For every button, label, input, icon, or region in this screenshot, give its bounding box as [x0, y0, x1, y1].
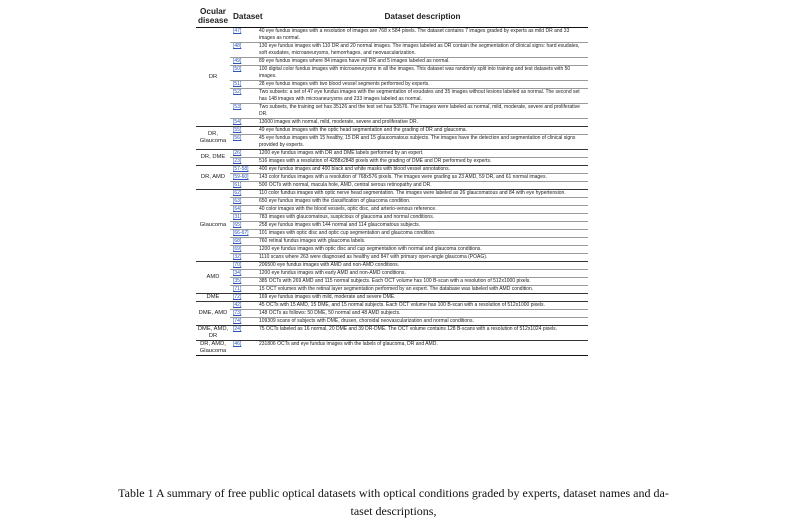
table-row [196, 326, 588, 341]
dataset-description-cell: 1200 eye fundus images with DR and DME labels performed by an expert. [257, 150, 588, 158]
dataset-reference-link[interactable]: [71] [230, 286, 257, 294]
table-row [196, 66, 588, 81]
header-dataset-description: Dataset description [257, 6, 588, 28]
table-row [196, 246, 588, 254]
dataset-description-cell: Two subsets, the training set has 35126 and the test set has 53576. The images were labeled as normal, mild, moderate, severe and proliferative DR. [257, 104, 588, 119]
table-row [196, 127, 588, 135]
dataset-reference-link[interactable]: [70] [230, 262, 257, 270]
dataset-description-cell: 400 eye fundus images and 400 black and white masks with blood vessel annotations. [257, 166, 588, 174]
table-row [196, 119, 588, 127]
dataset-reference-link[interactable]: [42] [230, 302, 257, 310]
caption-line-1: Table 1 A summary of free public optical datasets with optical conditions graded by experts, dataset names and da- [118, 486, 669, 500]
ocular-disease-cell: DR, AMD [196, 166, 230, 190]
table-row [196, 190, 588, 198]
dataset-reference-link[interactable]: [64] [230, 206, 257, 214]
header-ocular-disease: Ocular disease [196, 6, 230, 28]
caption-line-2: taset descriptions, [350, 504, 437, 518]
dataset-description-cell: 760 retinal fundus images with glaucoma labels. [257, 238, 588, 246]
table-row [196, 150, 588, 158]
table-row [196, 230, 588, 238]
header-dataset: Dataset [230, 6, 257, 28]
dataset-reference-link[interactable]: [24] [230, 326, 257, 341]
table-row [196, 214, 588, 222]
dataset-description-cell: 258 eye fundus images with 144 normal and 114 glaucomatous subjects. [257, 222, 588, 230]
table-row [196, 166, 588, 174]
dataset-description-cell: 231806 OCTs and eye fundus images with the labels of glaucoma, DR and AMD. [257, 341, 588, 356]
table-row [196, 278, 588, 286]
dataset-reference-link[interactable]: [51] [230, 81, 257, 89]
dataset-description-cell: 385 OCTs with 269 AMD and 115 normal subjects. Each OCT volume has 100 B-scan with a resolution of 512x1000 pixels. [257, 278, 588, 286]
table-row [196, 104, 588, 119]
table-row [196, 222, 588, 230]
datasets-table-container [196, 6, 588, 356]
dataset-description-cell: 75 OCTs labeled as 16 normal, 20 DME and 39 DR-DME. The OCT volume contains 128 B-scans with a resolution of 512x1024 pixels. [257, 326, 588, 341]
table-row [196, 81, 588, 89]
table-row [196, 302, 588, 310]
dataset-description-cell: 40 color images with the blood vessels, optic disc, and arterio-venous reference. [257, 206, 588, 214]
dataset-reference-link[interactable]: [55] [230, 127, 257, 135]
table-row [196, 341, 588, 356]
ocular-disease-cell: Glaucoma [196, 190, 230, 262]
dataset-reference-link[interactable]: [31] [230, 214, 257, 222]
dataset-description-cell: 1200 eye fundus images with optic disc and cup segmentation with normal and glaucoma conditions. [257, 246, 588, 254]
dataset-description-cell: 101 images with optic disc and optic cup segmentation and glaucoma condition. [257, 230, 588, 238]
dataset-description-cell: 109309 scans of subjects with DME, drusen, choroidal neovascularization and normal conditions. [257, 318, 588, 326]
dataset-reference-link[interactable]: [74] [230, 318, 257, 326]
ocular-disease-cell: DR, DME [196, 150, 230, 166]
table-row [196, 318, 588, 326]
table-body [196, 28, 588, 356]
dataset-description-cell: 15 OCT volumes with the retinal layer segmentation performed by an expert. The database was labeled with AMD condition. [257, 286, 588, 294]
table-row [196, 28, 588, 43]
table-row [196, 206, 588, 214]
table-row [196, 294, 588, 302]
table-row [196, 43, 588, 58]
dataset-description-cell: 148 OCTs as follows: 50 DME, 50 normal and 48 AMD subjects. [257, 310, 588, 318]
ocular-disease-cell: AMD [196, 262, 230, 294]
dataset-reference-link[interactable]: [48] [230, 43, 257, 58]
ocular-disease-cell: DME, AMD [196, 302, 230, 326]
table-row [196, 89, 588, 104]
dataset-reference-link[interactable]: [52] [230, 89, 257, 104]
dataset-description-cell: 45 eye fundus images with 15 healthy, 15 DR and 15 glaucomatous subjects. The images have the detection and segmentation of clinical signs provided by experts. [257, 135, 588, 150]
dataset-reference-link[interactable]: [61] [230, 182, 257, 190]
datasets-table [196, 6, 588, 356]
dataset-reference-link[interactable]: [53] [230, 104, 257, 119]
ocular-disease-cell: DR, Glaucoma [196, 127, 230, 150]
table-row [196, 198, 588, 206]
table-row [196, 262, 588, 270]
dataset-reference-link[interactable]: [32] [230, 254, 257, 262]
dataset-description-cell: 130 eye fundus images with 110 DR and 20 normal images. The images labeled as DR contain the segmentation of clinical signs: hard exudates, soft exudates, microaneurysms, hemorrhages, and neovascularization. [257, 43, 588, 58]
dataset-reference-link[interactable]: [23] [230, 158, 257, 166]
dataset-reference-link[interactable]: [56] [230, 135, 257, 150]
dataset-reference-link[interactable]: [54] [230, 119, 257, 127]
ocular-disease-cell: DR, AMD, Glaucoma [196, 341, 230, 356]
ocular-disease-cell: DR [196, 28, 230, 127]
dataset-description-cell: 40 eye fundus images with a resolution of images are 768 x 584 pixels. The dataset contains 7 images graded by experts as mild DR and 33 images as normal. [257, 28, 588, 43]
dataset-reference-link[interactable]: [63] [230, 198, 257, 206]
dataset-description-cell: 206500 eye fundus images with AMD and non-AMD conditions. [257, 262, 588, 270]
table-row [196, 238, 588, 246]
dataset-reference-link[interactable]: [34] [230, 270, 257, 278]
dataset-description-cell: 45 OCTs with 15 AMD, 15 DME, and 15 normal subjects. Each OCT volume has 100 B-scan with a resolution of 512x1000 pixels. [257, 302, 588, 310]
dataset-reference-link[interactable]: [68] [230, 238, 257, 246]
dataset-reference-link[interactable]: [62] [230, 190, 257, 198]
dataset-reference-link[interactable]: [72] [230, 294, 257, 302]
dataset-reference-link[interactable]: [57-58] [230, 166, 257, 174]
dataset-description-cell: 28 eye fundus images with two blood vessel segments performed by experts. [257, 81, 588, 89]
dataset-reference-link[interactable]: [66-67] [230, 230, 257, 238]
dataset-description-cell: 13000 images with normal, mild, moderate, severe and proliferative DR. [257, 119, 588, 127]
table-row [196, 310, 588, 318]
dataset-description-cell: Two subsets: a set of 47 eye fundus images with the segmentation of exudates and 35 images without lesions labeled as normal. The second set has 148 images with microaneurysms and 233 images labeled as normal. [257, 89, 588, 104]
dataset-description-cell: 650 eye fundus images with the classification of glaucoma condition. [257, 198, 588, 206]
table-caption [0, 484, 787, 520]
dataset-description-cell: 783 images with glaucomatous, suspicious of glaucoma and normal conditions. [257, 214, 588, 222]
ocular-disease-cell: DME, AMD, DR [197, 326, 229, 339]
table-row [196, 182, 588, 190]
table-row [196, 270, 588, 278]
ocular-disease-cell: DME [196, 294, 230, 302]
dataset-reference-link[interactable]: [50] [230, 66, 257, 81]
dataset-description-cell: 1200 eye fundus images with early AMD and non-AMD conditions. [257, 270, 588, 278]
dataset-reference-link[interactable]: [26] [230, 150, 257, 158]
dataset-description-cell: 516 images with a resolution of 4288x2848 pixels with the grading of DME and DR performed by experts. [257, 158, 588, 166]
dataset-description-cell: 500 OCTs with normal, macula hole, AMD, central serous retinopathy and DR. [257, 182, 588, 190]
dataset-reference-link[interactable]: [73] [230, 310, 257, 318]
dataset-reference-link[interactable]: [46] [230, 341, 257, 356]
dataset-reference-link[interactable]: [49] [230, 58, 257, 66]
dataset-reference-link[interactable]: [69] [230, 246, 257, 254]
dataset-description-cell: 1110 scans where 263 were diagnosed as healthy and 847 with primary open-angle glaucoma (POAG). [257, 254, 588, 262]
dataset-reference-link[interactable]: [35] [230, 278, 257, 286]
dataset-description-cell: 110 color fundus images with optic nerve head segmentation. The images were labeled as 26 glaucomatous and 84 with eye hypertension. [257, 190, 588, 198]
table-row [196, 254, 588, 262]
dataset-reference-link[interactable]: [59-60] [230, 174, 257, 182]
dataset-description-cell: 169 eye fundus images with mild, moderate and severe DME. [257, 294, 588, 302]
dataset-description-cell: 100 digital color fundus images with microaneurysms in all the images. This dataset was randomly split into training and test datasets with 50 images. [257, 66, 588, 81]
table-row [196, 135, 588, 150]
table-row [196, 174, 588, 182]
dataset-reference-link[interactable]: [47] [230, 28, 257, 43]
table-row [196, 286, 588, 294]
dataset-description-cell: 143 color fundus images with a resolution of 768x576 pixels. The images were grading as 23 AMD, 59 DR, and 61 normal images. [257, 174, 588, 182]
dataset-description-cell: 89 eye fundus images where 84 images have mil DR and 5 images labeled as normal. [257, 58, 588, 66]
dataset-description-cell: 49 eye fundus images with the optic head segmentation and the grading of DR and glaucoma. [257, 127, 588, 135]
table-header-row [196, 6, 588, 28]
table-row [196, 158, 588, 166]
dataset-reference-link[interactable]: [65] [230, 222, 257, 230]
table-row [196, 58, 588, 66]
